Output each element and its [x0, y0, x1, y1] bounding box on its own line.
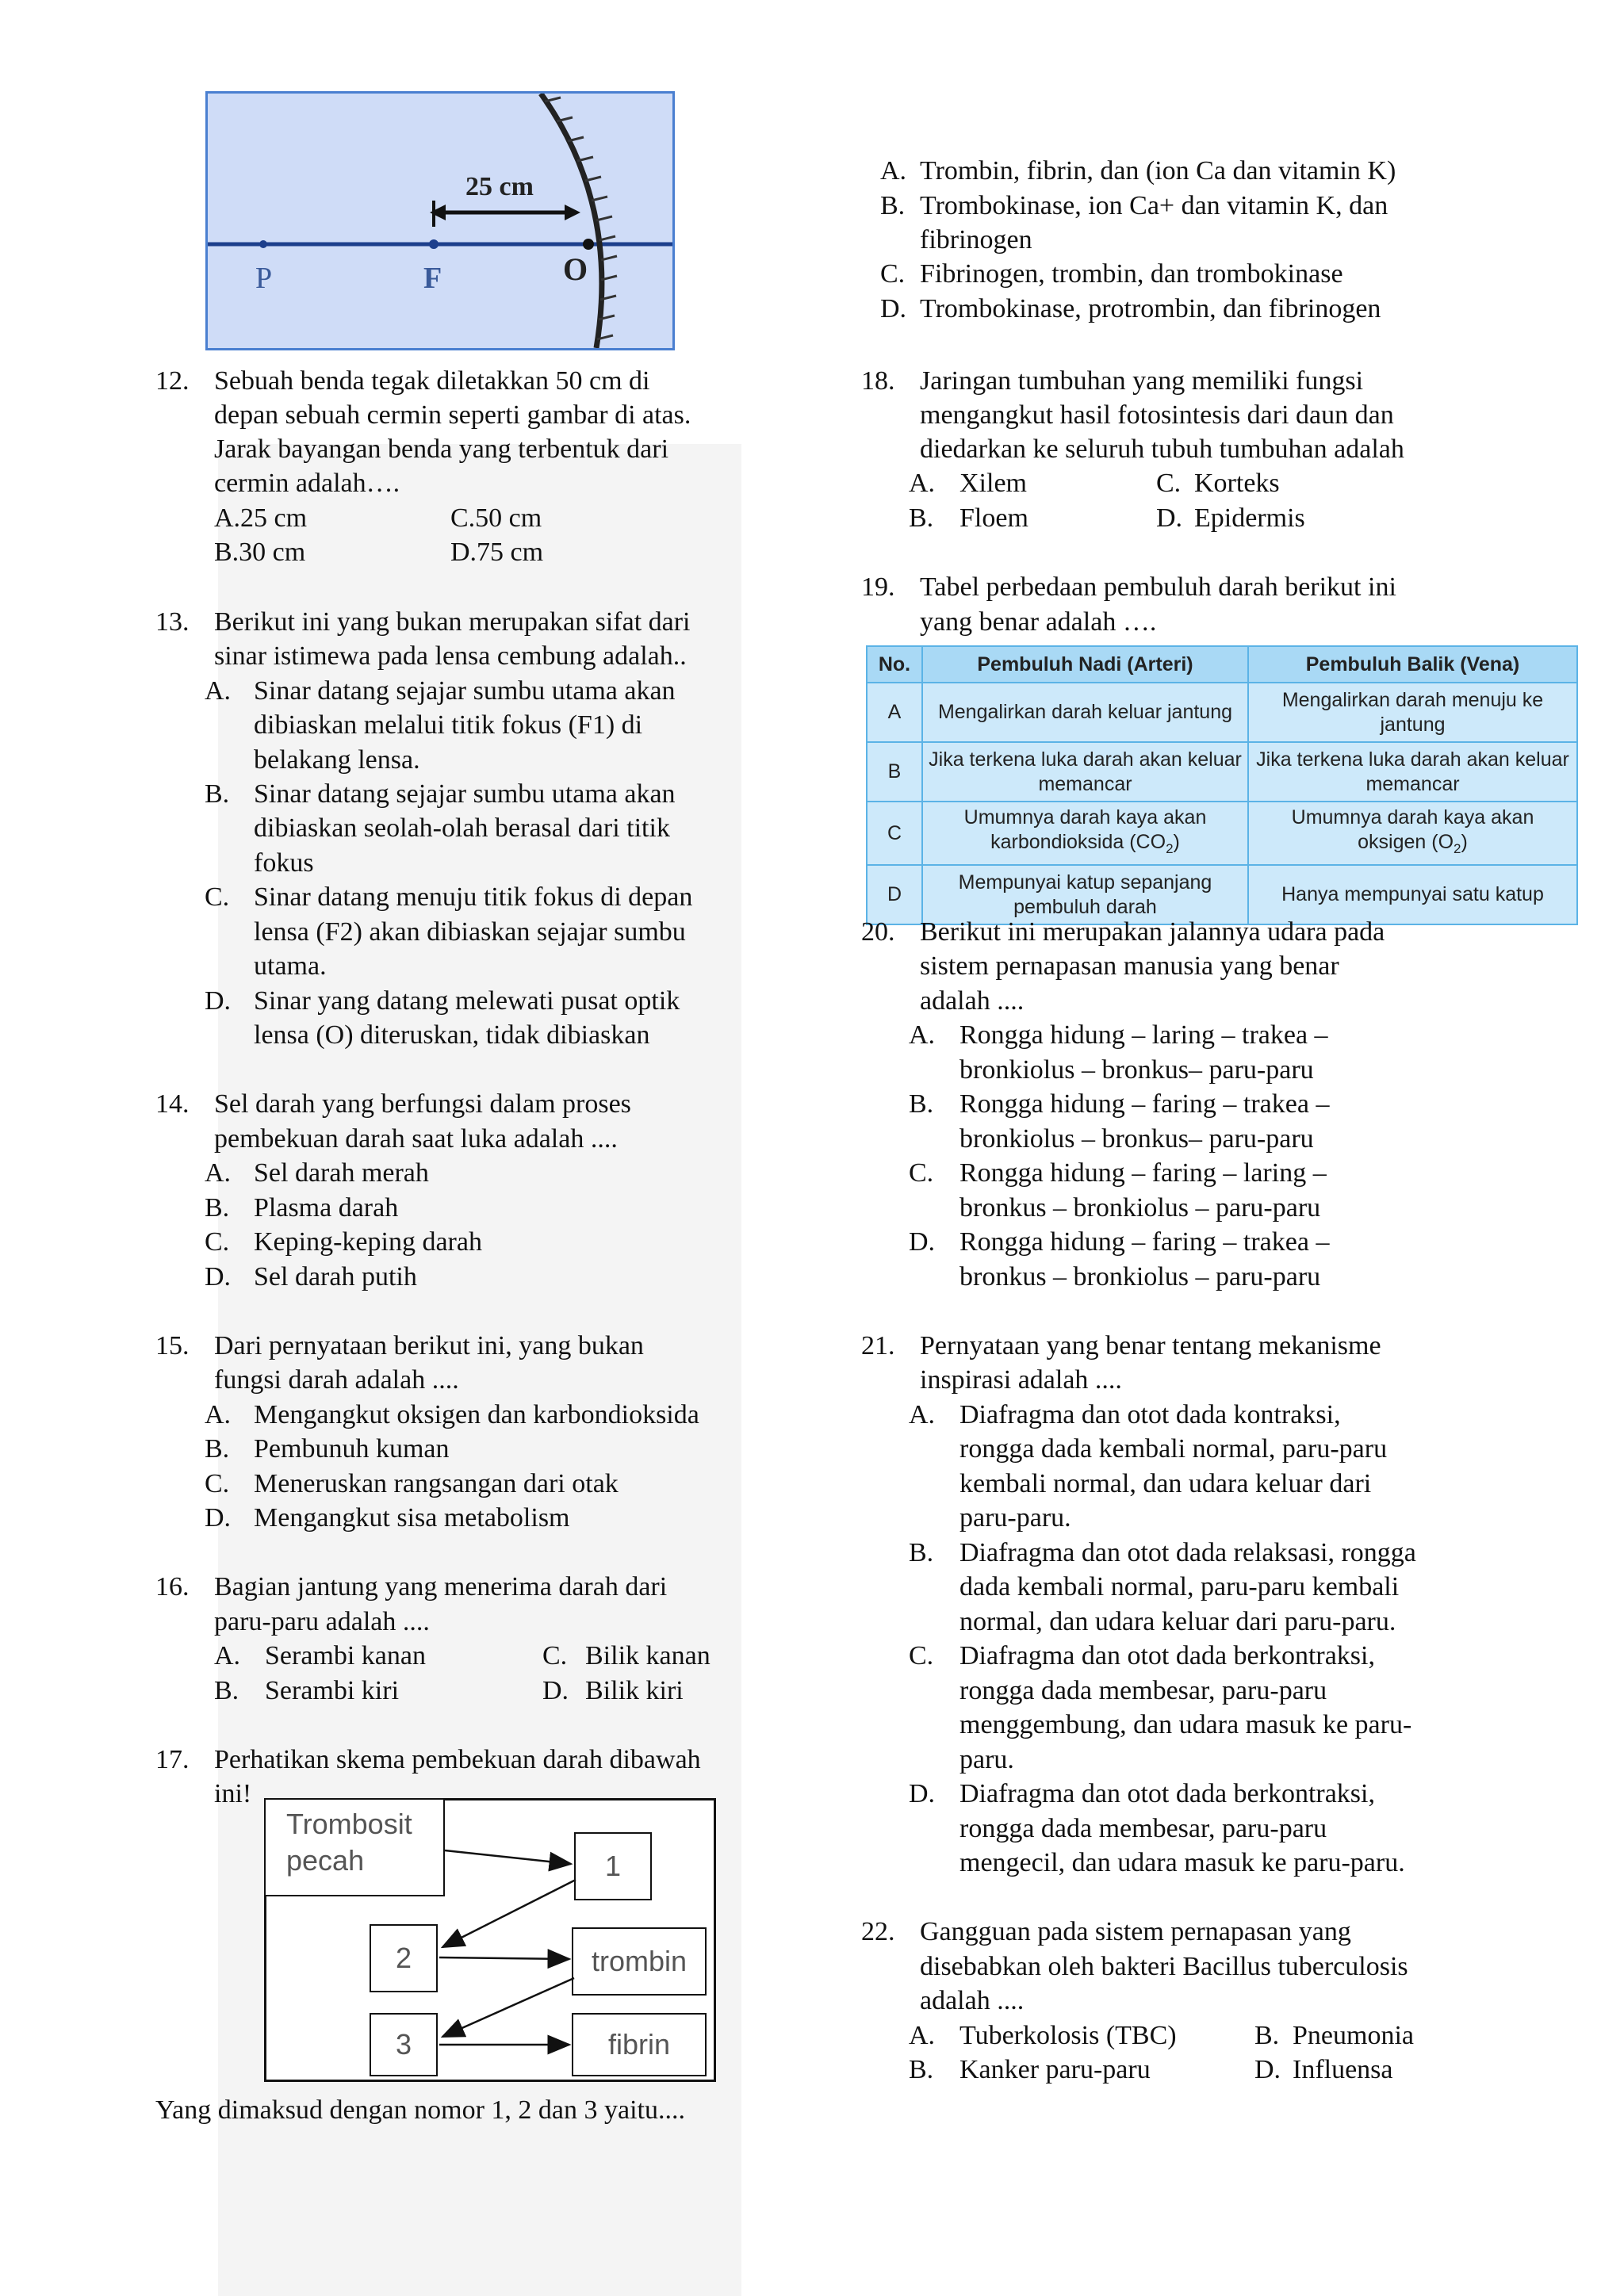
option-b-text[interactable]: Pembunuh kuman — [254, 1434, 450, 1464]
vena-cell-chem — [1254, 830, 1572, 861]
mirror-diagram-svg — [208, 94, 672, 348]
option-c-letter[interactable]: C. — [880, 259, 906, 289]
question-number: 20. — [861, 917, 895, 947]
question-text: fungsi darah adalah .... — [214, 1365, 459, 1395]
option-b[interactable]: B.30 cm — [214, 538, 306, 567]
point-o-label: O — [563, 251, 588, 287]
arteri-cell: Jika terkena luka darah akan keluar memancar — [922, 742, 1248, 802]
distance-label: 25 cm — [465, 172, 534, 201]
question-text: Perhatikan skema pembekuan darah dibawah — [214, 1745, 701, 1774]
option-c[interactable]: C.50 cm — [450, 503, 542, 533]
question-number: 17. — [155, 1745, 190, 1774]
option-c-text[interactable]: Rongga hidung – faring – laring – — [959, 1158, 1327, 1188]
question-number: 19. — [861, 572, 895, 602]
option-c-letter[interactable]: C. — [205, 1227, 230, 1257]
table-row[interactable] — [867, 802, 1577, 865]
mirror-hatching — [545, 98, 617, 339]
option-d-text[interactable]: bronkus – bronkiolus – paru-paru — [959, 1262, 1321, 1292]
chem-subscript: 2 — [1454, 841, 1461, 856]
option-d-text[interactable]: Influensa — [1293, 2055, 1393, 2084]
option-b-letter[interactable]: B. — [205, 779, 230, 809]
arrow-2-to-trombin — [439, 1957, 569, 1959]
point-f-marker — [429, 239, 439, 249]
option-d-text[interactable]: Rongga hidung – faring – trakea – — [959, 1227, 1330, 1257]
option-b-text[interactable]: bronkiolus – bronkus– paru-paru — [959, 1124, 1314, 1154]
question-text: Pernyataan yang benar tentang mekanisme — [920, 1331, 1381, 1360]
question-text: adalah .... — [920, 1986, 1025, 2015]
option-a-text[interactable]: kembali normal, dan udara keluar dari — [959, 1469, 1372, 1498]
option-b-text[interactable]: Sinar datang sejajar sumbu utama akan — [254, 779, 676, 809]
option-a-text[interactable]: Trombin, fibrin, dan (ion Ca dan vitamin K) — [920, 156, 1396, 186]
option-d-text[interactable]: rongga dada membesar, paru-paru — [959, 1814, 1327, 1843]
question-number: 12. — [155, 366, 190, 396]
question-text: paru-paru adalah .... — [214, 1607, 430, 1636]
option-b-text[interactable]: Plasma darah — [254, 1193, 399, 1223]
header-vena: Pembuluh Balik (Vena) — [1248, 646, 1577, 683]
option-c-text[interactable]: Diafragma dan otot dada berkontraksi, — [959, 1641, 1375, 1670]
option-c-text[interactable]: Bilik kanan — [585, 1641, 710, 1670]
blood-vessel-table — [866, 645, 1578, 925]
option-b-letter[interactable]: B. — [909, 2055, 934, 2084]
option-a-text[interactable]: rongga dada kembali normal, paru-paru — [959, 1434, 1388, 1464]
option-d-letter[interactable]: D. — [1254, 2055, 1281, 2084]
table-row[interactable] — [867, 742, 1577, 802]
question-text: Tabel perbedaan pembuluh darah berikut ini — [920, 572, 1396, 602]
option-b-text[interactable]: dada kembali normal, paru-paru kembali — [959, 1572, 1400, 1601]
option-a-letter[interactable]: A. — [909, 1020, 936, 1050]
option-d-letter[interactable]: D. — [205, 986, 232, 1016]
option-c-letter[interactable]: C. — [205, 882, 230, 912]
option-a-text[interactable]: Sinar datang sejajar sumbu utama akan — [254, 676, 676, 706]
option-c-letter[interactable]: C. — [909, 1641, 934, 1670]
trombin-box: trombin — [572, 1927, 707, 1996]
arteri-cell-chem — [928, 830, 1243, 861]
option-b-text[interactable]: Kanker paru-paru — [959, 2055, 1151, 2084]
option-a-text[interactable]: Rongga hidung – laring – trakea – — [959, 1020, 1328, 1050]
option-c-letter[interactable]: C. — [542, 1641, 568, 1670]
question-number: 16. — [155, 1572, 190, 1601]
option-c-text[interactable]: Sinar datang menuju titik fokus di depan — [254, 882, 693, 912]
header-arteri: Pembuluh Nadi (Arteri) — [922, 646, 1248, 683]
question-text: Berikut ini merupakan jalannya udara pada — [920, 917, 1385, 947]
option-b-letter[interactable]: B. — [880, 191, 906, 220]
question-number: 21. — [861, 1331, 895, 1360]
option-a-text[interactable]: Serambi kanan — [265, 1641, 426, 1670]
table-header-row — [867, 646, 1577, 683]
option-c-text[interactable]: rongga dada membesar, paru-paru — [959, 1676, 1327, 1705]
question-text: Jaringan tumbuhan yang memiliki fungsi — [920, 366, 1364, 396]
option-d-text[interactable]: Trombokinase, protrombin, dan fibrinogen — [920, 294, 1381, 323]
arteri-cell-line: Umumnya darah kaya akan — [963, 806, 1207, 828]
option-b-text[interactable]: Trombokinase, ion Ca+ dan vitamin K, dan — [920, 191, 1388, 220]
option-d-letter[interactable]: D. — [542, 1676, 569, 1705]
question-number: 14. — [155, 1089, 190, 1119]
option-d-text[interactable]: Sinar yang datang melewati pusat optik — [254, 986, 680, 1016]
question-text: sinar istimewa pada lensa cembung adalah.. — [214, 641, 687, 671]
question-text: ini! — [214, 1779, 252, 1808]
clotting-arrows — [266, 1800, 714, 2080]
row-label: D — [867, 865, 922, 924]
question-number: 15. — [155, 1331, 190, 1360]
box-2: 2 — [370, 1924, 438, 1992]
row-label: A — [867, 683, 922, 742]
option-c-text[interactable]: utama. — [254, 951, 327, 981]
question-number: 13. — [155, 607, 190, 637]
arteri-cell: Mengalirkan darah keluar jantung — [922, 683, 1248, 742]
option-a-text[interactable]: Xilem — [959, 469, 1027, 498]
option-d-letter[interactable]: D. — [205, 1503, 232, 1533]
option-d-letter[interactable]: D. — [880, 294, 907, 323]
question-text: Sebuah benda tegak diletakkan 50 cm di — [214, 366, 650, 396]
vena-cell — [1248, 802, 1577, 865]
question-text: depan sebuah cermin seperti gambar di atas. — [214, 400, 691, 430]
arrow-trombosit-to-1 — [445, 1850, 571, 1864]
fibrin-box: fibrin — [572, 2013, 707, 2076]
header-no: No. — [867, 646, 922, 683]
arrow-head-right — [565, 205, 580, 220]
chem-text: karbondioksida (CO — [990, 831, 1166, 853]
mirror-figure — [205, 91, 675, 350]
question-text: Bagian jantung yang menerima darah dari — [214, 1572, 668, 1601]
option-c-text[interactable]: Keping-keping darah — [254, 1227, 482, 1257]
q17-question: Yang dimaksud dengan nomor 1, 2 dan 3 yaitu.... — [155, 2095, 685, 2125]
point-p-marker — [259, 240, 267, 248]
option-a-text[interactable]: belakang lensa. — [254, 745, 420, 775]
question-text: cermin adalah…. — [214, 469, 400, 498]
trombosit-label: Trombosit — [286, 1808, 412, 1840]
option-b-text[interactable]: fibrinogen — [920, 225, 1032, 254]
concave-mirror — [541, 94, 602, 348]
option-a-letter[interactable]: A. — [214, 1641, 241, 1670]
point-p-label: P — [255, 262, 273, 295]
option-a-text[interactable]: Mengangkut oksigen dan karbondioksida — [254, 1400, 699, 1429]
option-b-letter[interactable]: B. — [1254, 2021, 1280, 2050]
option-b-letter[interactable]: B. — [909, 1089, 934, 1119]
option-d-text[interactable]: lensa (O) diteruskan, tidak dibiaskan — [254, 1020, 650, 1050]
question-number: 18. — [861, 366, 895, 396]
option-b-letter[interactable]: B. — [214, 1676, 239, 1705]
option-a[interactable]: A.25 cm — [214, 503, 308, 533]
box-3: 3 — [370, 2013, 438, 2076]
option-b-letter[interactable]: B. — [205, 1193, 230, 1223]
vena-cell: Jika terkena luka darah akan keluar memancar — [1248, 742, 1577, 802]
point-f-label: F — [423, 262, 442, 295]
option-d-text[interactable]: Sel darah putih — [254, 1262, 417, 1292]
option-d-text[interactable]: Mengangkut sisa metabolism — [254, 1503, 570, 1533]
option-a-letter[interactable]: A. — [205, 676, 232, 706]
vena-cell: Mengalirkan darah menuju ke jantung — [1248, 683, 1577, 742]
option-c-text[interactable]: Fibrinogen, trombin, dan trombokinase — [920, 259, 1343, 289]
option-d-letter[interactable]: D. — [909, 1227, 936, 1257]
option-a-text[interactable]: Sel darah merah — [254, 1158, 429, 1188]
question-text: diedarkan ke seluruh tubuh tumbuhan adalah — [920, 434, 1404, 464]
question-text: yang benar adalah …. — [920, 607, 1157, 637]
option-c-text[interactable]: Korteks — [1194, 469, 1280, 498]
option-d-text[interactable]: Diafragma dan otot dada berkontraksi, — [959, 1779, 1375, 1808]
vena-cell: Hanya mempunyai satu katup — [1248, 865, 1577, 924]
option-a-letter[interactable]: A. — [880, 156, 907, 186]
row-label: B — [867, 742, 922, 802]
arrow-trombin-to-3 — [442, 1978, 574, 2037]
option-d-text[interactable]: mengecil, dan udara masuk ke paru-paru. — [959, 1848, 1405, 1877]
option-d-text[interactable]: Bilik kiri — [585, 1676, 684, 1705]
option-a-text[interactable]: paru-paru. — [959, 1503, 1071, 1533]
option-c-text[interactable]: lensa (F2) akan dibiaskan sejajar sumbu — [254, 917, 686, 947]
question-text: disebabkan oleh bakteri Bacillus tuberculosis — [920, 1952, 1408, 1981]
option-c-letter[interactable]: C. — [205, 1469, 230, 1498]
option-c-letter[interactable]: C. — [1156, 469, 1182, 498]
point-o-marker — [583, 239, 594, 250]
option-b-letter[interactable]: B. — [909, 1538, 934, 1567]
question-text: Berikut ini yang bukan merupakan sifat dari — [214, 607, 691, 637]
question-text: Gangguan pada sistem pernapasan yang — [920, 1917, 1351, 1946]
chem-close: ) — [1461, 831, 1468, 853]
option-a-letter[interactable]: A. — [205, 1400, 232, 1429]
question-text: Jarak bayangan benda yang terbentuk dari — [214, 434, 669, 464]
option-a-text[interactable]: dibiaskan melalui titik fokus (F1) di — [254, 710, 643, 740]
question-number: 22. — [861, 1917, 895, 1946]
option-c-text[interactable]: menggembung, dan udara masuk ke paru- — [959, 1710, 1412, 1739]
option-b-text[interactable]: fokus — [254, 848, 314, 878]
option-b-text[interactable]: Pneumonia — [1293, 2021, 1414, 2050]
option-a-letter[interactable]: A. — [909, 1400, 936, 1429]
option-a-text[interactable]: bronkiolus – bronkus– paru-paru — [959, 1055, 1314, 1085]
box-1: 1 — [574, 1832, 652, 1900]
option-a-text[interactable]: Diafragma dan otot dada kontraksi, — [959, 1400, 1341, 1429]
question-text: inspirasi adalah .... — [920, 1365, 1122, 1395]
clotting-diagram — [264, 1798, 716, 2082]
arteri-cell — [922, 802, 1248, 865]
vena-cell-line: Umumnya darah kaya akan — [1291, 806, 1534, 828]
option-c-text[interactable]: paru. — [959, 1745, 1014, 1774]
question-text: pembekuan darah saat luka adalah .... — [214, 1124, 618, 1154]
arteri-cell: Mempunyai katup sepanjang pembuluh darah — [922, 865, 1248, 924]
option-b-letter[interactable]: B. — [205, 1434, 230, 1464]
option-b-text[interactable]: Diafragma dan otot dada relaksasi, rongga — [959, 1538, 1416, 1567]
option-b-text[interactable]: Floem — [959, 503, 1028, 533]
chem-close: ) — [1173, 831, 1180, 853]
option-d-letter[interactable]: D. — [205, 1262, 232, 1292]
option-c-letter[interactable]: C. — [909, 1158, 934, 1188]
option-c-text[interactable]: bronkus – bronkiolus – paru-paru — [959, 1193, 1321, 1223]
option-b-text[interactable]: normal, dan udara keluar dari paru-paru. — [959, 1607, 1396, 1636]
chem-text: oksigen (O — [1358, 831, 1454, 853]
table-row[interactable] — [867, 683, 1577, 742]
option-d-letter[interactable]: D. — [909, 1779, 936, 1808]
row-label: C — [867, 802, 922, 865]
question-text: Sel darah yang berfungsi dalam proses — [214, 1089, 631, 1119]
option-c-text[interactable]: Meneruskan rangsangan dari otak — [254, 1469, 619, 1498]
option-a-letter[interactable]: A. — [205, 1158, 232, 1188]
option-d[interactable]: D.75 cm — [450, 538, 544, 567]
option-a-text[interactable]: Tuberkolosis (TBC) — [959, 2021, 1177, 2050]
option-b-text[interactable]: dibiaskan seolah-olah berasal dari titik — [254, 813, 670, 843]
question-text: Dari pernyataan berikut ini, yang bukan — [214, 1331, 644, 1360]
question-text: sistem pernapasan manusia yang benar — [920, 951, 1339, 981]
pecah-label: pecah — [286, 1844, 365, 1877]
question-text: mengangkut hasil fotosintesis dari daun dan — [920, 400, 1394, 430]
option-a-letter[interactable]: A. — [909, 2021, 936, 2050]
option-d-letter[interactable]: D. — [1156, 503, 1183, 533]
option-b-text[interactable]: Serambi kiri — [265, 1676, 400, 1705]
arrow-1-to-2 — [442, 1880, 576, 1947]
option-b-letter[interactable]: B. — [909, 503, 934, 533]
option-b-text[interactable]: Rongga hidung – faring – trakea – — [959, 1089, 1330, 1119]
option-a-letter[interactable]: A. — [909, 469, 936, 498]
option-d-text[interactable]: Epidermis — [1194, 503, 1305, 533]
chem-subscript: 2 — [1166, 841, 1174, 856]
question-text: adalah .... — [920, 986, 1025, 1016]
